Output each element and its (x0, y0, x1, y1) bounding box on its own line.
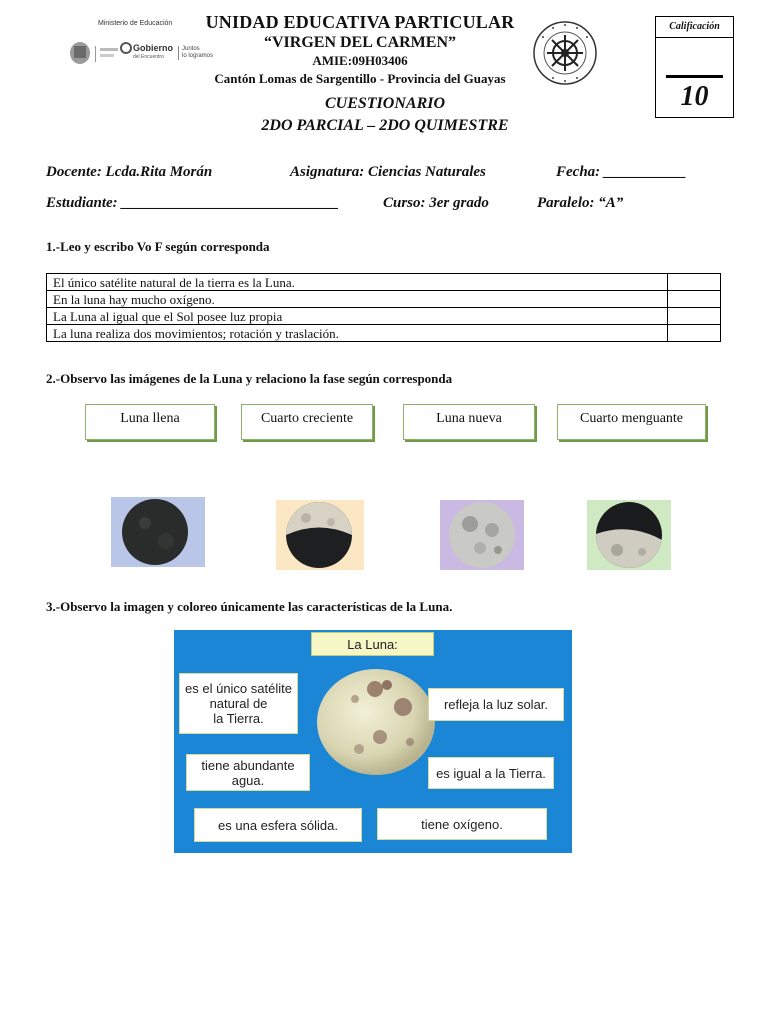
characteristic-box-reflects-light[interactable]: refleja la luz solar. (428, 688, 564, 721)
moon-characteristics-panel (174, 630, 572, 853)
coat-of-arms-icon (68, 40, 124, 66)
date-field: Fecha: ___________ (556, 164, 687, 180)
school-seal-icon (532, 20, 598, 86)
moon-illustration (315, 667, 437, 777)
box-line: tiene abundante (201, 757, 295, 773)
table-row (47, 291, 721, 308)
question-1-title: 1.-Leo y escribo Vo F según corresponda (46, 239, 270, 254)
answer-cell[interactable] (668, 274, 721, 291)
school-name: UNIDAD EDUCATIVA PARTICULAR (205, 12, 515, 32)
characteristic-box-abundant-water[interactable] (186, 754, 310, 791)
grade-box (655, 16, 734, 118)
phase-box-first-quarter[interactable]: Cuarto creciente (241, 404, 373, 440)
moon-new-image[interactable] (111, 497, 205, 567)
grade-divider (666, 75, 723, 78)
box-line: es el único satélite (185, 681, 292, 696)
answer-cell[interactable] (668, 308, 721, 325)
characteristic-box-equal-earth[interactable]: es igual a la Tierra. (428, 757, 554, 789)
gobierno-slogan-line2: lo logramos (182, 53, 214, 59)
answer-cell[interactable] (668, 291, 721, 308)
amie-code: AMIE:09H03406 (312, 53, 408, 68)
characteristic-box-oxygen[interactable]: tiene oxígeno. (377, 808, 547, 840)
characteristic-box-solid-sphere[interactable]: es una esfera sólida. (194, 808, 362, 842)
table-row (47, 274, 721, 291)
phase-box-full-moon[interactable]: Luna llena (85, 404, 215, 440)
teacher-field: Docente: Lcda.Rita Morán (46, 164, 213, 180)
moon-quarter-image-1[interactable] (276, 500, 364, 570)
gobierno-sub-label: del Encuentro (133, 54, 164, 60)
student-field: Estudiante: _____________________________ (46, 195, 339, 211)
statement-cell: La luna realiza dos movimientos; rotación y traslación. (47, 325, 668, 342)
document-subtitle: 2DO PARCIAL – 2DO QUIMESTRE (261, 117, 509, 134)
ministry-label: Ministerio de Educación (98, 20, 173, 27)
panel-heading: La Luna: (311, 632, 434, 656)
subject-field: Asignatura: Ciencias Naturales (290, 164, 486, 180)
phase-box-new-moon[interactable]: Luna nueva (403, 404, 535, 440)
box-line: natural de (209, 696, 268, 711)
box-line: agua. (231, 772, 265, 788)
statement-cell: La Luna al igual que el Sol posee luz propia (47, 308, 668, 325)
gobierno-label: Gobierno (133, 43, 173, 53)
table-row (47, 325, 721, 342)
section-field: Paralelo: “A” (537, 195, 624, 211)
box-line: la Tierra. (213, 711, 264, 726)
moon-full-image[interactable] (440, 500, 524, 570)
statement-cell: El único satélite natural de la tierra es la Luna. (47, 274, 668, 291)
course-field: Curso: 3er grado (383, 195, 489, 211)
true-false-table (46, 273, 721, 342)
question-2-title: 2.-Observo las imágenes de la Luna y relaciono la fase según corresponda (46, 371, 453, 386)
question-3-title: 3.-Observo la imagen y coloreo únicamente las características de la Luna. (46, 599, 453, 614)
grade-value: 10 (680, 81, 709, 112)
gobierno-slogan-line1: Juntos (182, 46, 200, 52)
grade-label: Calificación (656, 17, 733, 38)
answer-cell[interactable] (668, 325, 721, 342)
statement-cell: En la luna hay mucho oxígeno. (47, 291, 668, 308)
phase-box-last-quarter[interactable]: Cuarto menguante (557, 404, 706, 440)
characteristic-box-unique-satellite[interactable] (179, 673, 298, 734)
moon-quarter-image-2[interactable] (587, 500, 671, 570)
document-title: CUESTIONARIO (324, 95, 446, 112)
school-location: Cantón Lomas de Sargentillo - Provincia del Guayas (214, 71, 506, 86)
gobierno-logo-icon (120, 41, 132, 55)
school-subname: “VIRGEN DEL CARMEN” (263, 34, 456, 51)
table-row (47, 308, 721, 325)
